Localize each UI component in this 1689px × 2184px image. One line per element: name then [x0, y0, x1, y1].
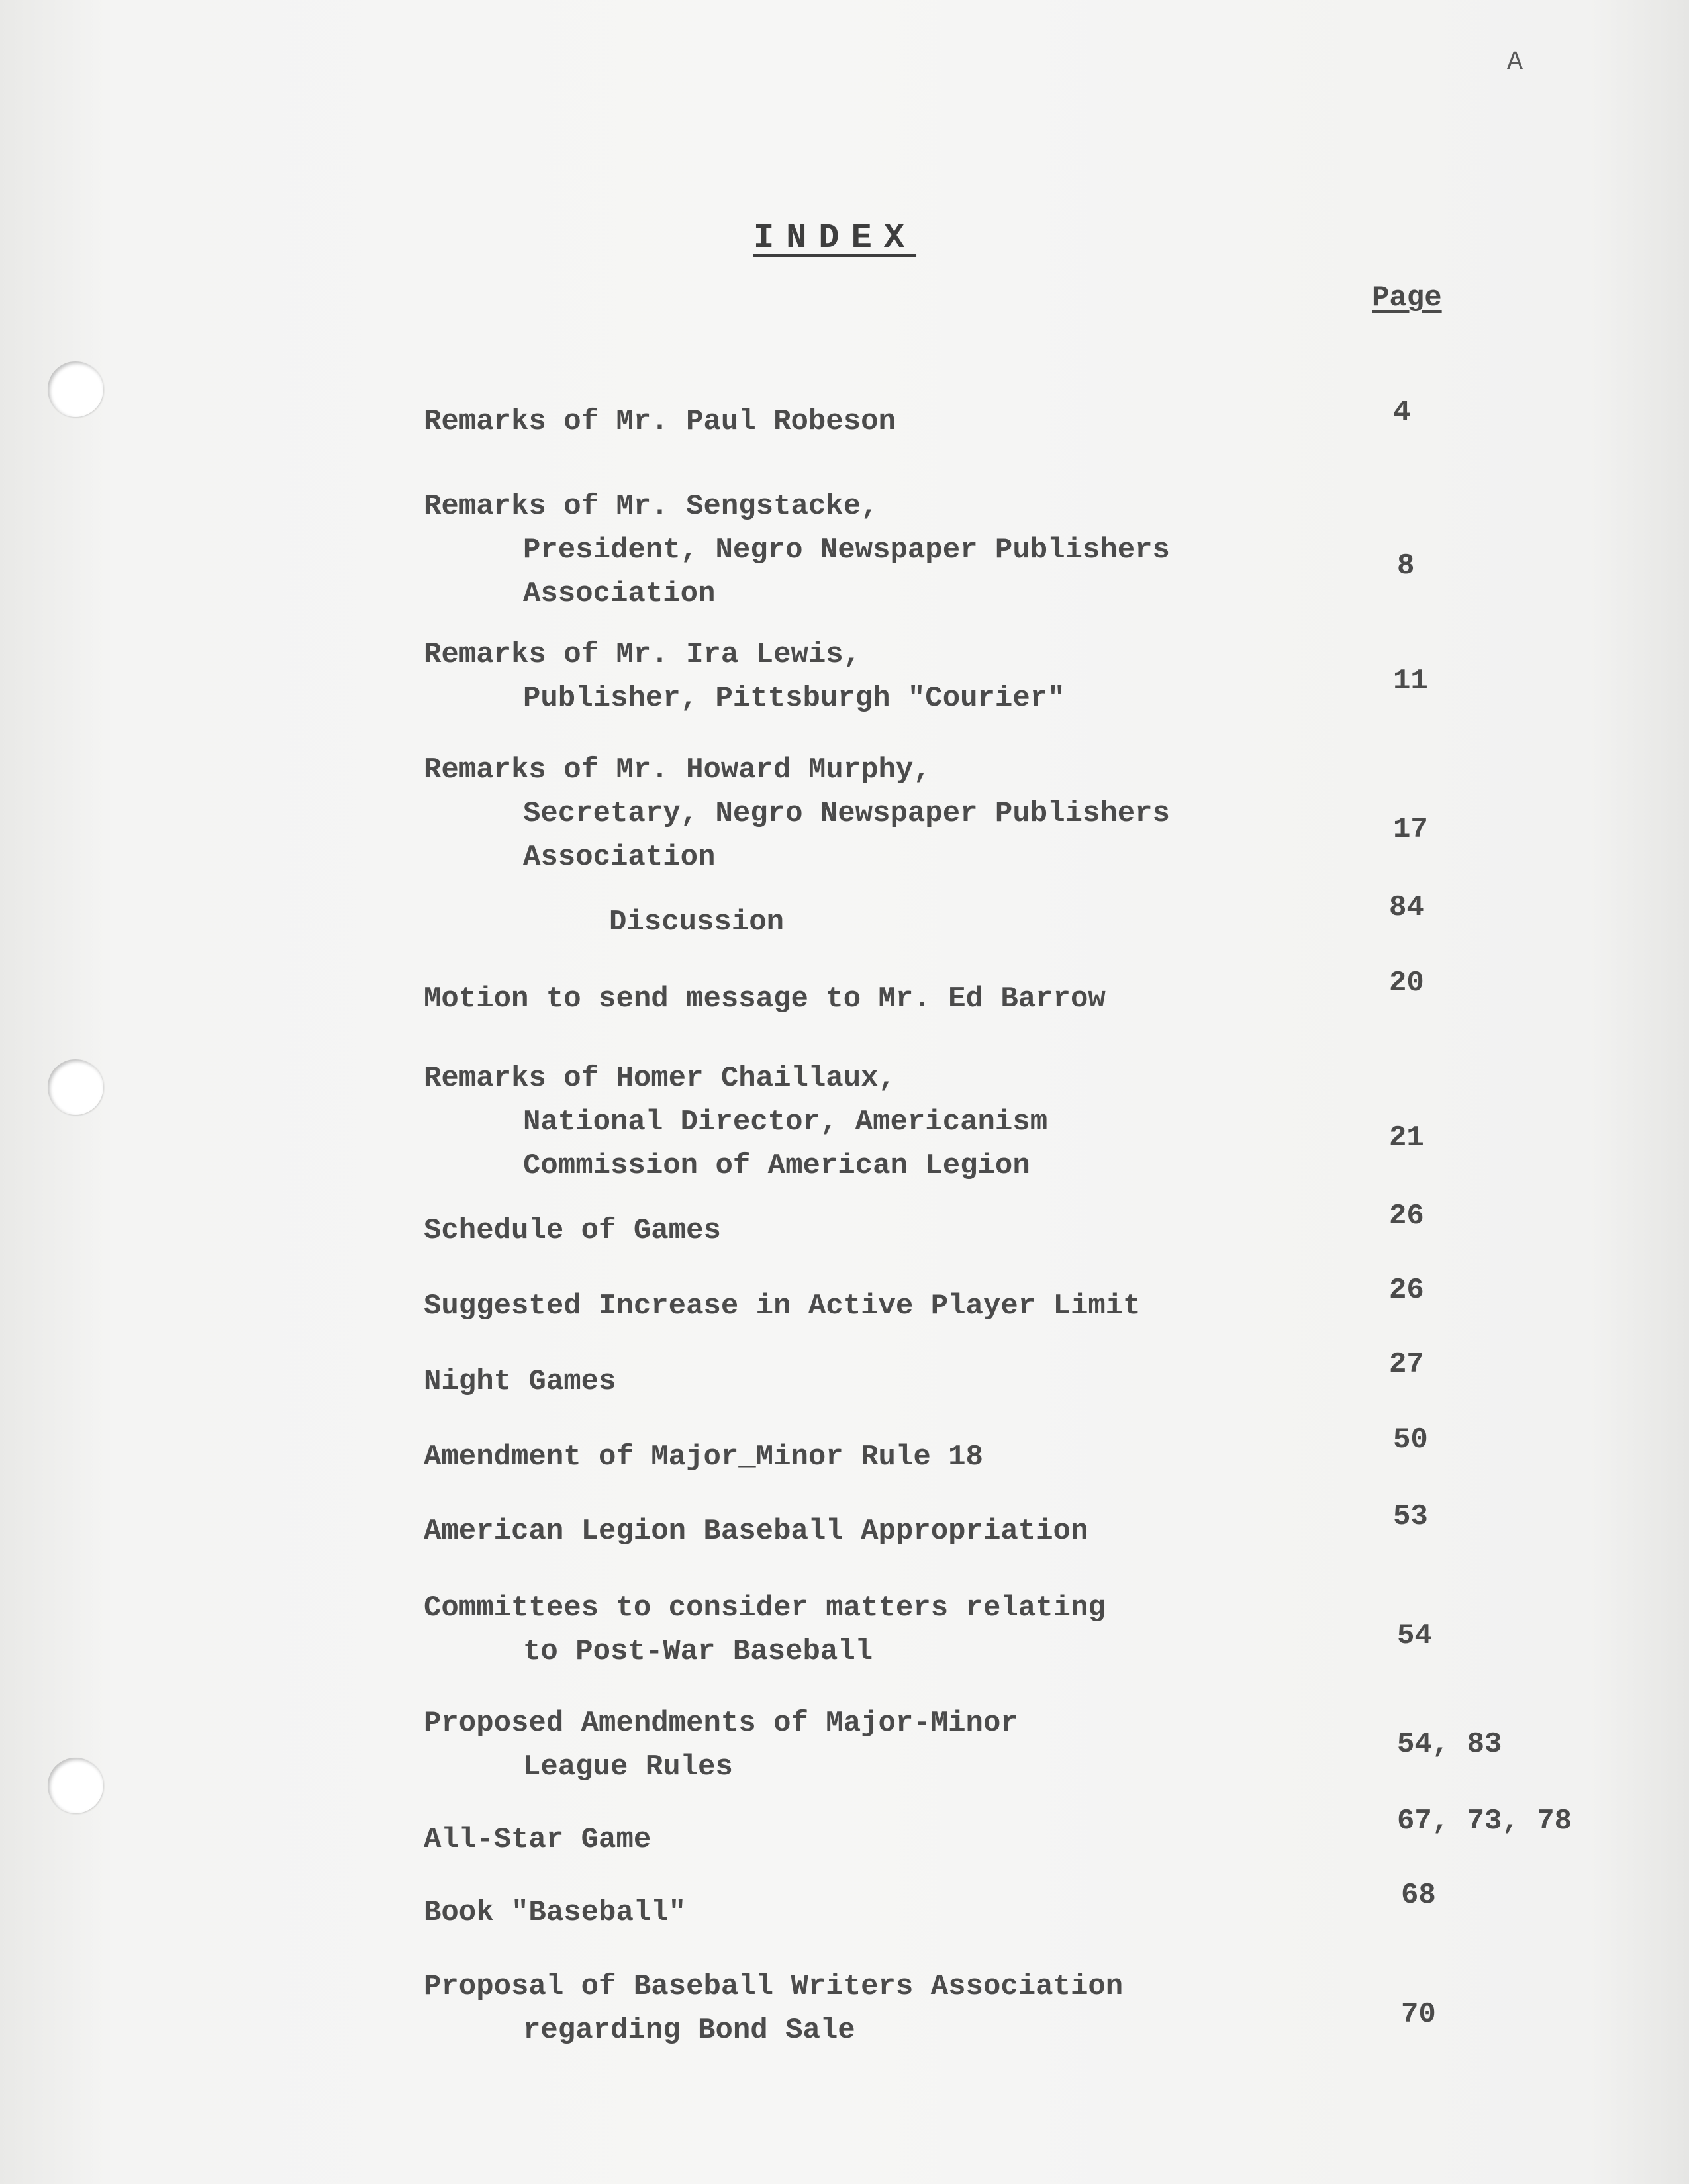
- index-entry-remarks-sengstacke: [424, 485, 1351, 616]
- entry-line: Secretary, Negro Newspaper Publishers: [523, 797, 1170, 830]
- entry-line: Proposed Amendments of Major-Minor: [424, 1707, 1018, 1740]
- entry-page-number: 53: [1393, 1500, 1428, 1533]
- entry-page-number: 26: [1389, 1274, 1424, 1307]
- entry-line: Remarks of Mr. Paul Robeson: [424, 405, 896, 438]
- entry-line: League Rules: [523, 1750, 733, 1783]
- index-entry-remarks-lewis: [424, 633, 1351, 720]
- entry-line: National Director, Americanism: [523, 1106, 1048, 1139]
- entry-page-number: 4: [1393, 396, 1411, 429]
- entry-page-number: 17: [1393, 813, 1428, 846]
- entry-line: Discussion: [609, 906, 785, 939]
- index-entry-remarks-robeson: [424, 400, 1351, 444]
- entry-line: Commission of American Legion: [523, 1149, 1030, 1182]
- index-entry-night-games: [424, 1360, 1351, 1403]
- index-title: INDEX: [753, 218, 917, 258]
- entry-line: Schedule of Games: [424, 1214, 721, 1247]
- entry-line: Association: [523, 841, 716, 874]
- entry-line: regarding Bond Sale: [523, 2014, 855, 2047]
- entry-page-number: 67, 73, 78: [1397, 1805, 1572, 1838]
- entry-page-number: 27: [1389, 1348, 1424, 1381]
- entry-line: Book "Baseball": [424, 1896, 687, 1929]
- index-entry-player-limit: [424, 1284, 1351, 1328]
- entry-page-number: 84: [1389, 891, 1424, 924]
- entry-page-number: 20: [1389, 967, 1424, 1000]
- entry-line: Remarks of Homer Chaillaux,: [424, 1062, 896, 1095]
- index-entry-remarks-murphy: [424, 748, 1351, 879]
- entry-page-number: 54: [1397, 1619, 1432, 1652]
- entry-line: Remarks of Mr. Sengstacke,: [424, 490, 879, 523]
- entry-page-number: 54, 83: [1397, 1728, 1502, 1761]
- entry-line: Publisher, Pittsburgh "Courier": [523, 682, 1065, 715]
- index-entry-bond-sale: [424, 1965, 1351, 2052]
- entry-page-number: 26: [1389, 1200, 1424, 1233]
- entry-page-number: 11: [1393, 665, 1428, 698]
- index-entry-legion-appropriation: [424, 1509, 1351, 1553]
- entry-page-number: 70: [1401, 1998, 1436, 2031]
- entry-line: Motion to send message to Mr. Ed Barrow: [424, 982, 1106, 1016]
- punch-hole: [48, 1758, 103, 1813]
- index-entry-post-war-committees: [424, 1586, 1351, 1674]
- entry-line: Proposal of Baseball Writers Association: [424, 1970, 1124, 2003]
- entry-line: Association: [523, 577, 716, 610]
- entry-page-number: 8: [1397, 549, 1415, 583]
- index-entry-remarks-chaillaux: [424, 1057, 1351, 1188]
- entry-page-number: 21: [1389, 1121, 1424, 1155]
- index-entry-schedule-of-games: [424, 1209, 1351, 1253]
- entry-line: Night Games: [424, 1365, 616, 1398]
- index-entry-discussion: [424, 900, 1351, 944]
- page-letter: A: [1507, 48, 1523, 77]
- index-entry-proposed-amendments: [424, 1701, 1351, 1789]
- entry-line: President, Negro Newspaper Publishers: [523, 534, 1170, 567]
- entry-line: Committees to consider matters relating: [424, 1591, 1106, 1625]
- entry-page-number: 68: [1401, 1879, 1436, 1912]
- entry-line: All-Star Game: [424, 1823, 651, 1856]
- entry-line: to Post-War Baseball: [523, 1635, 873, 1668]
- entry-line: Remarks of Mr. Howard Murphy,: [424, 753, 931, 786]
- entry-line: American Legion Baseball Appropriation: [424, 1515, 1088, 1548]
- index-entry-book-baseball: [424, 1891, 1351, 1934]
- punch-hole: [48, 1059, 103, 1115]
- index-entry-motion-barrow: [424, 977, 1351, 1021]
- entry-page-number: 50: [1393, 1423, 1428, 1456]
- page-column-header: Page: [1372, 281, 1442, 314]
- punch-hole: [48, 361, 103, 417]
- entry-line: Suggested Increase in Active Player Limit: [424, 1290, 1141, 1323]
- index-entry-all-star-game: [424, 1818, 1351, 1862]
- entry-line: Amendment of Major_Minor Rule 18: [424, 1441, 983, 1474]
- index-entry-rule-18: [424, 1435, 1351, 1479]
- entry-line: Remarks of Mr. Ira Lewis,: [424, 638, 861, 671]
